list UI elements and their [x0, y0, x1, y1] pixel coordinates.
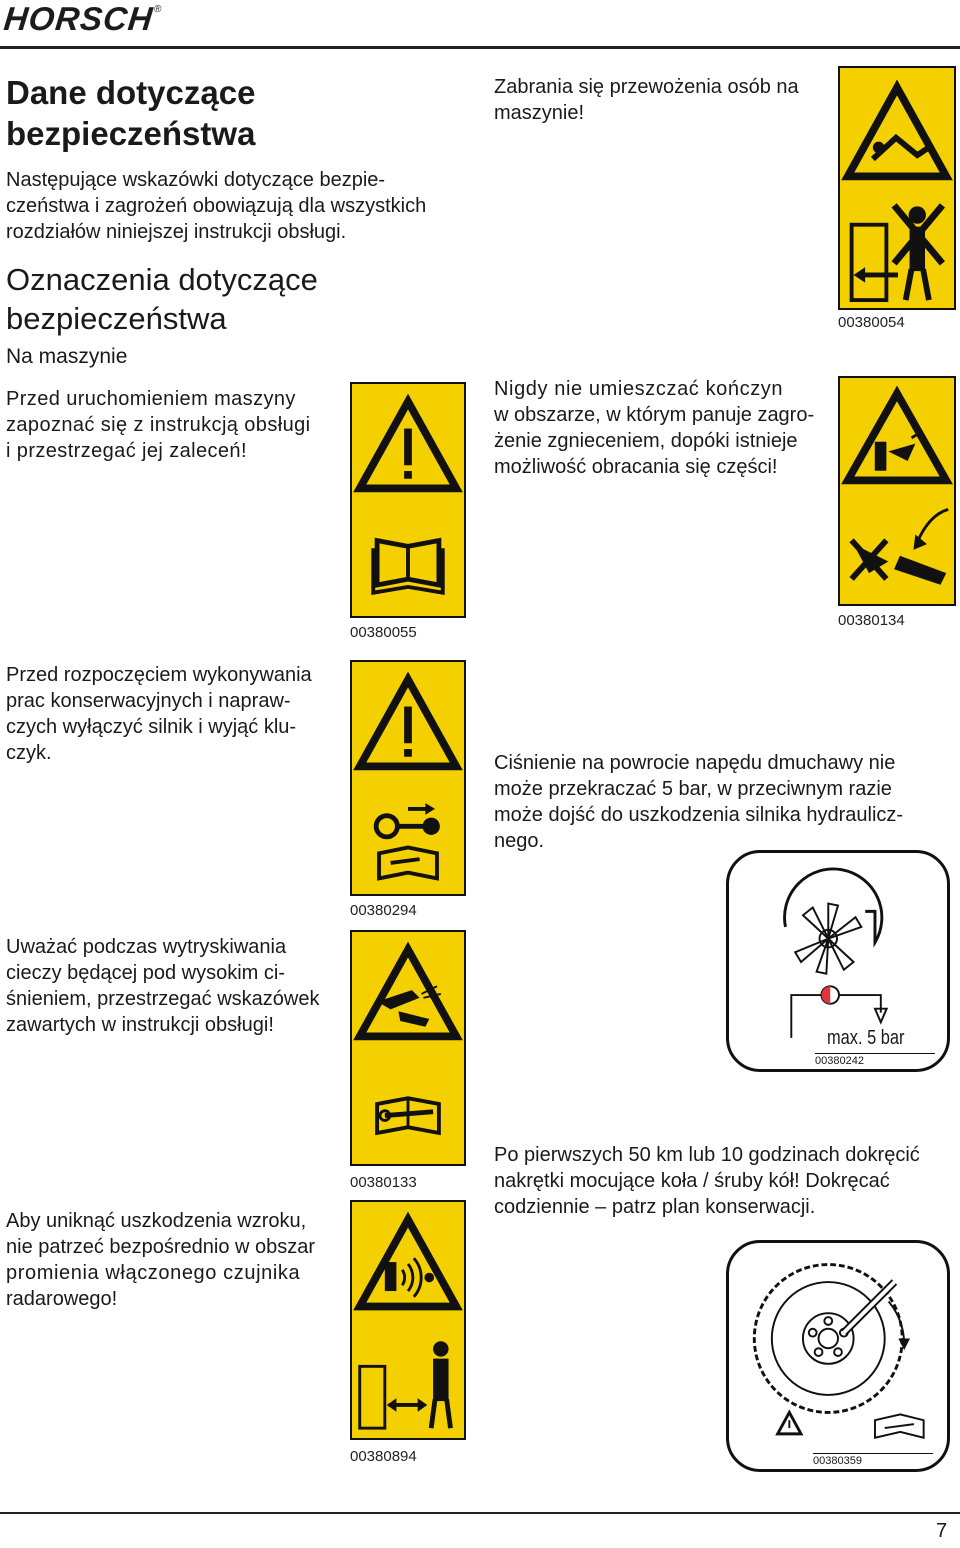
crush-hazard-icon	[840, 378, 954, 604]
logo-text: HORSCH	[2, 0, 156, 37]
note-crush-hazard	[494, 376, 834, 480]
code-00380894: 00380894	[350, 1448, 417, 1465]
registered-mark: ®	[153, 4, 163, 15]
text-line: czych wyłączyć silnik i wyjąć klu-	[6, 716, 297, 738]
text-line: w obszarze, w którym panuje zagro-	[494, 404, 815, 426]
note-read-manual	[6, 386, 346, 464]
text-line: maszynie!	[494, 102, 585, 124]
note-blower-pressure	[494, 750, 954, 854]
safety-sign-00380294	[350, 660, 466, 896]
code-00380359: 00380359	[813, 1453, 933, 1467]
title-line: Oznaczenia dotyczące	[6, 262, 318, 297]
safety-sign-00380133	[350, 930, 466, 1166]
text-line: codziennie – patrz plan konserwacji.	[494, 1196, 816, 1218]
title-line: bezpieczeństwa	[6, 115, 256, 152]
text-line: Nigdy nie umieszczać kończyn	[494, 378, 784, 400]
intro-paragraph	[6, 167, 466, 245]
note-high-pressure-fluid	[6, 934, 342, 1038]
code-00380134: 00380134	[838, 612, 905, 629]
section-title-safety-labels	[6, 260, 318, 338]
text-line: Przed uruchomieniem maszyny	[6, 388, 296, 410]
code-00380055: 00380055	[350, 624, 417, 641]
code-00380054: 00380054	[838, 314, 905, 331]
text-line: żenie zgnieceniem, dopóki istnieje	[494, 430, 798, 452]
no-riding-icon	[840, 68, 954, 308]
text-line: cieczy będącej pod wysokim ci-	[6, 962, 285, 984]
text-line: Następujące wskazówki dotyczące bezpie-	[6, 169, 386, 191]
section-title-safety-data	[6, 72, 255, 154]
text-line: Uważać podczas wytryskiwania	[6, 936, 287, 958]
note-wheel-nuts	[494, 1142, 954, 1220]
safety-sign-00380894	[350, 1200, 466, 1440]
note-maintenance-key	[6, 662, 342, 766]
radar-sensor-icon	[352, 1202, 464, 1438]
header-rule	[0, 46, 960, 49]
note-no-passengers	[494, 74, 834, 126]
text-line: Ciśnienie na powrocie napędu dmuchawy nie	[494, 752, 896, 774]
text-line: Przed rozpoczęciem wykonywania	[6, 664, 312, 686]
text-line: rozdziałów niniejszej instrukcji obsługi.	[6, 221, 347, 243]
safety-sign-00380242	[726, 850, 950, 1072]
wheel-nut-torque-icon	[729, 1243, 947, 1469]
text-line: nie patrzeć bezpośrednio w obszar	[6, 1236, 316, 1258]
code-00380294: 00380294	[350, 902, 417, 919]
text-line: prac konserwacyjnych i napraw-	[6, 690, 291, 712]
note-radar-sensor	[6, 1208, 346, 1312]
text-line: nego.	[494, 830, 545, 852]
text-line: Zabrania się przewożenia osób na	[494, 76, 799, 98]
remove-key-icon	[352, 662, 464, 894]
safety-sign-00380359	[726, 1240, 950, 1472]
page-number: 7	[936, 1520, 948, 1542]
text-line: Po pierwszych 50 km lub 10 godzinach dokręcić	[494, 1144, 920, 1166]
pressure-label: max. 5 bar	[827, 1027, 905, 1049]
safety-sign-00380055	[350, 382, 466, 618]
safety-sign-00380134	[838, 376, 956, 606]
text-line: czyk.	[6, 742, 52, 764]
high-pressure-fluid-icon	[352, 932, 464, 1164]
code-00380133: 00380133	[350, 1174, 417, 1191]
code-00380242: 00380242	[815, 1053, 935, 1067]
footer-rule	[0, 1512, 960, 1514]
title-line: Dane dotyczące	[6, 74, 256, 111]
text-line: możliwość obracania się części!	[494, 456, 778, 478]
horsch-logo	[2, 0, 163, 38]
subtitle-on-machine: Na maszynie	[6, 345, 128, 368]
text-line: śnieniem, przestrzegać wskazówek	[6, 988, 320, 1010]
text-line: i przestrzegać jej zaleceń!	[6, 440, 247, 462]
safety-sign-00380054	[838, 66, 956, 310]
text-line: radarowego!	[6, 1288, 118, 1310]
text-line: Aby uniknąć uszkodzenia wzroku,	[6, 1210, 307, 1232]
text-line: może przekraczać 5 bar, w przeciwnym razie	[494, 778, 892, 800]
text-line: zawartych w instrukcji obsługi!	[6, 1014, 274, 1036]
title-line: bezpieczeństwa	[6, 301, 227, 336]
text-line: nakrętki mocujące koła / śruby kół! Dokręcać	[494, 1170, 890, 1192]
text-line: może dojść do uszkodzenia silnika hydraulicz-	[494, 804, 904, 826]
text-line: zapoznać się z instrukcją obsługi	[6, 414, 311, 436]
text-line: promienia włączonego czujnika	[6, 1262, 301, 1284]
warning-read-manual-icon	[352, 384, 464, 616]
text-line: czeństwa i zagrożeń obowiązują dla wszystkich	[6, 195, 427, 217]
